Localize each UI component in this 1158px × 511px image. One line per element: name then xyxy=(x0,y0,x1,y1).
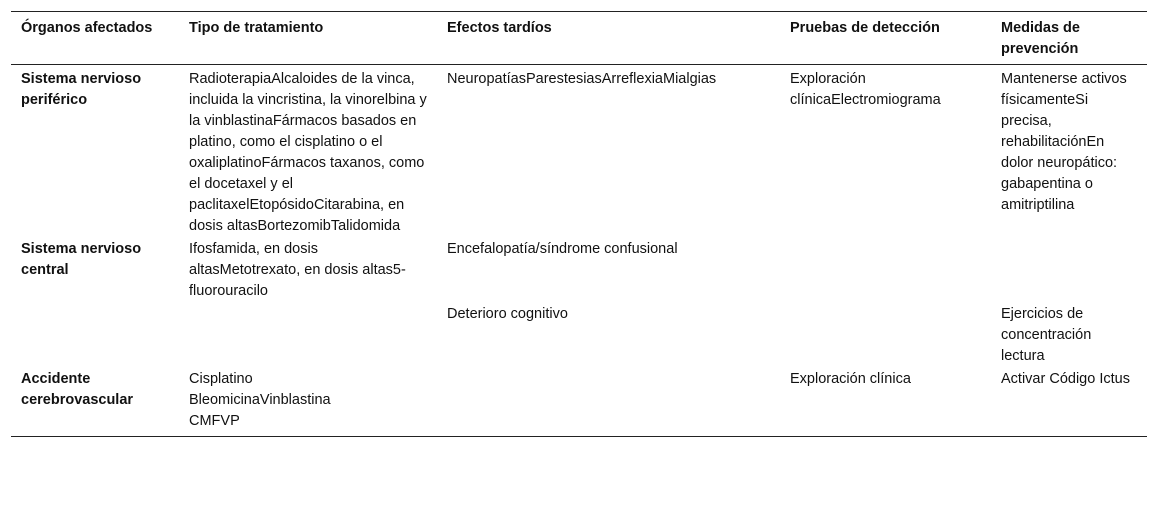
late-effects-table xyxy=(11,11,1147,437)
header-effects: Efectos tardíos xyxy=(447,20,552,36)
header-tests: Pruebas de detección xyxy=(790,20,940,36)
cell-organ: Sistema nervioso periférico xyxy=(21,71,142,108)
cell-organ: Accidente cerebrovascular xyxy=(21,371,134,408)
table-row xyxy=(11,65,1147,239)
cell-prevention: Mantenerse activos físicamenteSi precisa, rehabilitaciónEn dolor neuropático: gabapentina o amitriptilina xyxy=(1001,71,1127,213)
cell-effects: NeuropatíasParestesiasArreflexiaMialgias xyxy=(447,71,717,87)
cell-prevention xyxy=(991,238,1147,303)
cell-tests xyxy=(780,238,991,303)
cell-prevention: Activar Código Ictus xyxy=(1001,371,1130,387)
late-effects-table-container xyxy=(11,11,1147,437)
treatment-line: BleomicinaVinblastina xyxy=(189,392,331,408)
cell-prevention: Ejercicios de concentración lectura xyxy=(1001,306,1092,364)
table-header-row xyxy=(11,12,1147,65)
table-row xyxy=(11,238,1147,303)
cell-treatment xyxy=(179,303,437,368)
header-treatment: Tipo de tratamiento xyxy=(189,20,324,36)
cell-treatment: RadioterapiaAlcaloides de la vinca, incluida la vincristina, la vinorelbina y la vinblastinaFármacos basados en platino, como el cisplatino o el oxaliplatinoFármacos taxanos, como el docetaxel y el paclitaxelEtopósidoCitarabina, en dosis altasBortezomibTalidomida xyxy=(189,71,427,234)
cell-organ xyxy=(11,303,179,368)
table-row xyxy=(11,368,1147,437)
treatment-line: CMFVP xyxy=(189,413,240,429)
header-organs: Órganos afectados xyxy=(21,20,153,36)
cell-tests xyxy=(780,303,991,368)
cell-treatment: Ifosfamida, en dosis altasMetotrexato, en dosis altas5-fluorouracilo xyxy=(189,241,406,299)
cell-effects: Deterioro cognitivo xyxy=(447,306,568,322)
table-row xyxy=(11,303,1147,368)
cell-tests: Exploración clínica xyxy=(790,371,911,387)
cell-organ: Sistema nervioso central xyxy=(21,241,142,278)
cell-treatment xyxy=(179,368,437,437)
cell-effects xyxy=(437,368,780,437)
header-prevention: Medidas de prevención xyxy=(1001,20,1080,57)
cell-tests: Exploración clínicaElectromiograma xyxy=(790,71,941,108)
cell-effects: Encefalopatía/síndrome confusional xyxy=(447,241,678,257)
treatment-line: Cisplatino xyxy=(189,371,253,387)
